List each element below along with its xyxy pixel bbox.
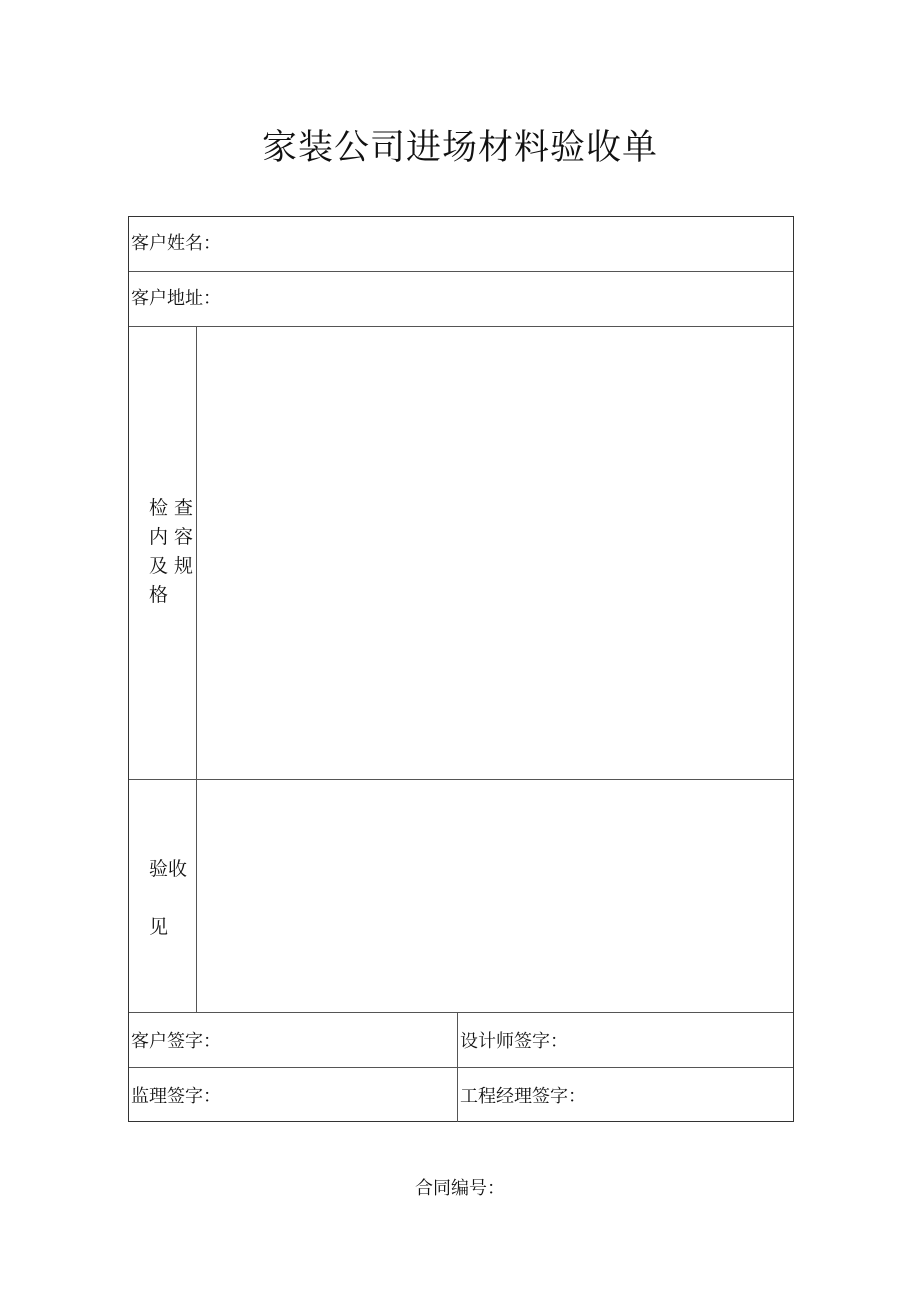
row-divider bbox=[129, 1012, 793, 1013]
document-title: 家装公司进场材料验收单 bbox=[261, 128, 658, 168]
inspection-content-area[interactable] bbox=[201, 331, 789, 775]
customer-name-label: 客户姓名： bbox=[131, 233, 221, 254]
column-divider bbox=[196, 326, 197, 1012]
column-divider bbox=[457, 1012, 458, 1122]
supervisor-signature-label: 监理签字： bbox=[131, 1086, 221, 1107]
customer-signature-label: 客户签字： bbox=[131, 1031, 221, 1052]
acceptance-label-line1: 验收 bbox=[149, 858, 188, 880]
inspection-content-label: 检 查 内 容 及 规 格 bbox=[149, 497, 194, 606]
designer-signature-label: 设计师签字： bbox=[460, 1031, 568, 1052]
acceptance-label-line2: 见 bbox=[149, 916, 169, 938]
row-divider bbox=[129, 779, 793, 780]
customer-name-field[interactable] bbox=[229, 221, 789, 267]
contract-number-label: 合同编号： bbox=[415, 1178, 505, 1199]
row-divider bbox=[129, 326, 793, 327]
row-divider bbox=[129, 271, 793, 272]
project-manager-signature-label: 工程经理签字： bbox=[460, 1086, 586, 1107]
row-divider bbox=[129, 1067, 793, 1068]
customer-address-field[interactable] bbox=[229, 276, 789, 322]
acceptance-opinion-area[interactable] bbox=[201, 784, 789, 1008]
acceptance-form-table bbox=[128, 216, 794, 1122]
customer-address-label: 客户地址： bbox=[131, 288, 221, 309]
